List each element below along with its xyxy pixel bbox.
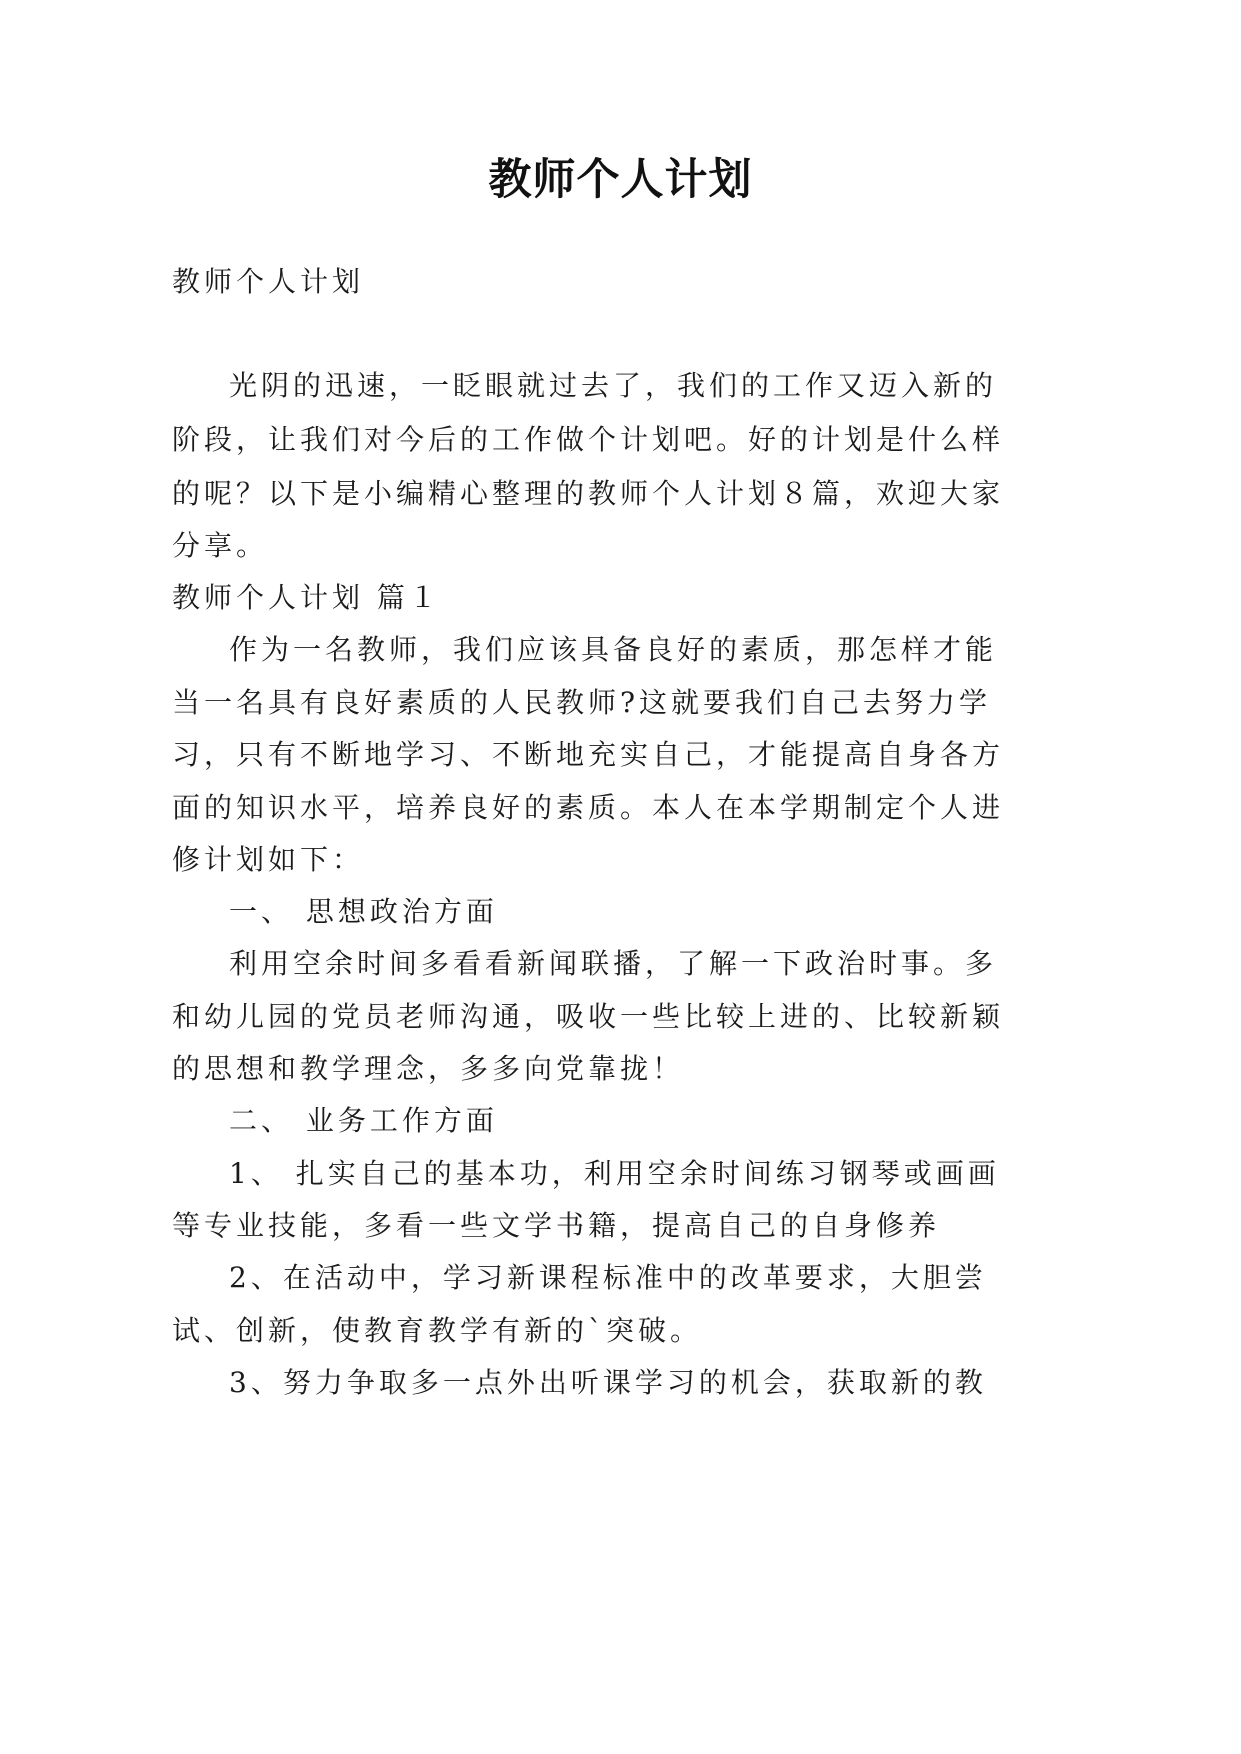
paragraph-line: 习，只有不断地学习、不断地充实自己，才能提高自身各方 <box>172 738 1005 771</box>
paragraph-line: 光阴的迅速，一眨眼就过去了，我们的工作又迈入新的 <box>229 369 998 402</box>
paragraph-line: 面的知识水平，培养良好的素质。本人在本学期制定个人进 <box>172 791 1005 824</box>
paragraph-line: 修计划如下： <box>172 843 365 876</box>
paragraph-line: 2、在活动中，学习新课程标准中的改革要求，大胆尝 <box>229 1261 987 1294</box>
paragraph-line: 阶段，让我们对今后的工作做个计划吧。好的计划是什么样 <box>172 423 1005 456</box>
paragraph-line: 1、 扎实自己的基本功，利用空余时间练习钢琴或画画 <box>229 1157 1000 1190</box>
paragraph-line: 作为一名教师，我们应该具备良好的素质，那怎样才能 <box>229 633 998 666</box>
paragraph-line: 当一名具有良好素质的人民教师?这就要我们自己去努力学 <box>172 686 992 719</box>
subtitle-line: 教师个人计划 <box>172 265 365 298</box>
paragraph-line: 分享。 <box>172 529 269 562</box>
paragraph-line: 3、努力争取多一点外出听课学习的机会，获取新的教 <box>229 1366 987 1399</box>
document-title: 教师个人计划 <box>488 155 753 205</box>
paragraph-line: 等专业技能，多看一些文学书籍，提高自己的自身修养 <box>172 1209 941 1242</box>
paragraph-line: 利用空余时间多看看新闻联播，了解一下政治时事。多 <box>229 947 998 980</box>
subsection-heading: 一、 思想政治方面 <box>229 895 498 928</box>
section-heading: 教师个人计划 篇１ <box>172 581 441 614</box>
paragraph-line: 和幼儿园的党员老师沟通，吸收一些比较上进的、比较新颖 <box>172 1000 1005 1033</box>
subsection-heading: 二、 业务工作方面 <box>229 1104 498 1137</box>
paragraph-line: 试、创新，使教育教学有新的`突破。 <box>172 1314 703 1347</box>
paragraph-line: 的思想和教学理念，多多向党靠拢！ <box>172 1052 685 1085</box>
paragraph-line: 的呢？以下是小编精心整理的教师个人计划８篇，欢迎大家 <box>172 477 1005 510</box>
